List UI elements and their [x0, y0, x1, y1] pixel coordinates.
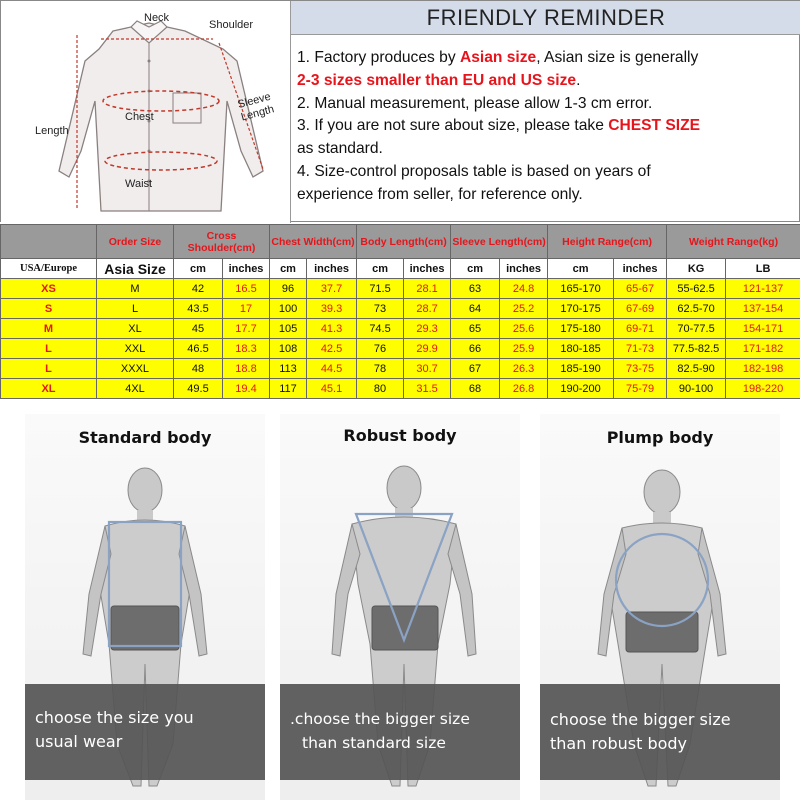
- table-header-row: [1, 225, 800, 259]
- cell-asia-size: XXXL: [97, 359, 174, 379]
- cell-length-cm: 78: [357, 359, 404, 379]
- cell-sleeve-in: 25.2: [500, 299, 548, 319]
- cell-height-in: 71-73: [614, 339, 667, 359]
- cell-height-in: 65-67: [614, 279, 667, 299]
- friendly-reminder: [291, 1, 800, 223]
- cell-sleeve-cm: 67: [451, 359, 500, 379]
- table-row: [1, 379, 800, 399]
- subheader-cm: cm: [174, 259, 223, 279]
- figure-left-arm: [332, 524, 360, 656]
- cell-sleeve-in: 26.3: [500, 359, 548, 379]
- cell-sleeve-in: 26.8: [500, 379, 548, 399]
- body-title: Robust body: [343, 426, 457, 445]
- cell-usa-size: XS: [1, 279, 97, 299]
- cell-height-cm: 190-200: [548, 379, 614, 399]
- cell-asia-size: M: [97, 279, 174, 299]
- header-cross-shoulder: Cross Shoulder(cm): [174, 225, 270, 259]
- body-title: Standard body: [78, 428, 212, 447]
- subheader-inches: inches: [500, 259, 548, 279]
- cell-asia-size: XL: [97, 319, 174, 339]
- cell-length-cm: 74.5: [357, 319, 404, 339]
- size-chart-table: [0, 224, 800, 399]
- cell-height-cm: 185-190: [548, 359, 614, 379]
- reminder-text: 3. If you are not sure about size, please take: [297, 117, 609, 135]
- subheader-lb: LB: [726, 259, 800, 279]
- top-section: [0, 0, 800, 222]
- cell-chest-cm: 96: [270, 279, 307, 299]
- table-row: [1, 299, 800, 319]
- cell-chest-cm: 108: [270, 339, 307, 359]
- cell-usa-size: M: [1, 319, 97, 339]
- reminder-line-1: [297, 47, 795, 70]
- cell-length-cm: 76: [357, 339, 404, 359]
- subheader-inches: inches: [404, 259, 451, 279]
- cell-shoulder-in: 17.7: [223, 319, 270, 339]
- subheader-asia-size: Asia Size: [97, 259, 174, 279]
- cell-height-in: 73-75: [614, 359, 667, 379]
- cell-chest-in: 37.7: [307, 279, 357, 299]
- caption-box: [280, 684, 520, 780]
- reminder-body: [291, 35, 800, 207]
- figure-right-arm: [448, 524, 476, 656]
- subheader-inches: inches: [614, 259, 667, 279]
- header-height-range: Height Range(cm): [548, 225, 667, 259]
- cell-length-cm: 73: [357, 299, 404, 319]
- reminder-highlight: CHEST SIZE: [608, 117, 701, 135]
- cell-chest-cm: 117: [270, 379, 307, 399]
- cell-usa-size: L: [1, 339, 97, 359]
- cell-shoulder-in: 19.4: [223, 379, 270, 399]
- cell-length-cm: 80: [357, 379, 404, 399]
- reminder-highlight: 2-3 sizes smaller than EU and US size: [297, 71, 577, 89]
- cell-sleeve-cm: 63: [451, 279, 500, 299]
- reminder-text: , Asian size is generally: [536, 49, 699, 66]
- caption-line: choose the bigger size: [550, 710, 731, 729]
- subheader-cm: cm: [451, 259, 500, 279]
- cell-chest-in: 41.3: [307, 319, 357, 339]
- cell-weight-lb: 198-220: [726, 379, 800, 399]
- cell-length-in: 30.7: [404, 359, 451, 379]
- reminder-text: 1. Factory produces by: [297, 49, 460, 66]
- body-panel-robust: [280, 414, 520, 800]
- reminder-highlight: Asian size: [459, 49, 537, 66]
- cell-weight-kg: 77.5-82.5: [667, 339, 726, 359]
- header-body-length: Body Length(cm): [357, 225, 451, 259]
- cell-height-in: 75-79: [614, 379, 667, 399]
- cell-length-in: 28.1: [404, 279, 451, 299]
- cell-usa-size: L: [1, 359, 97, 379]
- cell-chest-in: 42.5: [307, 339, 357, 359]
- figure-head: [387, 466, 421, 510]
- cell-weight-lb: 137-154: [726, 299, 800, 319]
- cell-weight-kg: 82.5-90: [667, 359, 726, 379]
- cell-shoulder-cm: 49.5: [174, 379, 223, 399]
- shirt-body: [59, 23, 263, 211]
- cell-height-cm: 165-170: [548, 279, 614, 299]
- label-neck: Neck: [144, 12, 170, 24]
- label-chest: Chest: [125, 111, 154, 123]
- cell-weight-kg: 70-77.5: [667, 319, 726, 339]
- body-panel-plump: [540, 414, 780, 800]
- cell-asia-size: XXL: [97, 339, 174, 359]
- subheader-cm: cm: [548, 259, 614, 279]
- cell-shoulder-cm: 43.5: [174, 299, 223, 319]
- subheader-usa-europe: USA/Europe: [1, 259, 97, 279]
- cell-length-cm: 71.5: [357, 279, 404, 299]
- cell-height-cm: 180-185: [548, 339, 614, 359]
- label-length: Length: [35, 125, 69, 137]
- figure-shorts: [111, 606, 179, 650]
- cell-chest-in: 44.5: [307, 359, 357, 379]
- figure-neck: [653, 512, 671, 524]
- cell-length-in: 29.9: [404, 339, 451, 359]
- cell-length-in: 31.5: [404, 379, 451, 399]
- header-chest-width: Chest Width(cm): [270, 225, 357, 259]
- cell-weight-lb: 121-137: [726, 279, 800, 299]
- label-waist: Waist: [125, 178, 153, 190]
- cell-weight-lb: 154-171: [726, 319, 800, 339]
- cell-sleeve-in: 25.6: [500, 319, 548, 339]
- cell-length-in: 28.7: [404, 299, 451, 319]
- cell-length-in: 29.3: [404, 319, 451, 339]
- cell-height-cm: 170-175: [548, 299, 614, 319]
- caption-box: [25, 684, 265, 780]
- header-blank-cell: [1, 225, 97, 259]
- cell-sleeve-cm: 66: [451, 339, 500, 359]
- subheader-inches: inches: [223, 259, 270, 279]
- body-title: Plump body: [606, 428, 714, 447]
- cell-weight-kg: 62.5-70: [667, 299, 726, 319]
- cell-shoulder-cm: 48: [174, 359, 223, 379]
- cell-chest-in: 39.3: [307, 299, 357, 319]
- body-panel-standard: [25, 414, 265, 800]
- cell-sleeve-cm: 65: [451, 319, 500, 339]
- subheader-kg: KG: [667, 259, 726, 279]
- caption-line: usual wear: [35, 732, 123, 751]
- cell-chest-cm: 113: [270, 359, 307, 379]
- table-row: [1, 279, 800, 299]
- cell-sleeve-cm: 68: [451, 379, 500, 399]
- reminder-line-5: as standard.: [297, 140, 383, 158]
- cell-weight-kg: 90-100: [667, 379, 726, 399]
- cell-shoulder-cm: 46.5: [174, 339, 223, 359]
- body-type-section: [0, 414, 800, 800]
- cell-shoulder-in: 18.3: [223, 339, 270, 359]
- caption-box: [540, 684, 780, 780]
- label-sleeve-length: Sleeve Length: [236, 90, 276, 124]
- reminder-line-3: 2. Manual measurement, please allow 1-3 cm error.: [297, 94, 653, 112]
- subheader-inches: inches: [307, 259, 357, 279]
- cell-weight-kg: 55-62.5: [667, 279, 726, 299]
- table-row: [1, 339, 800, 359]
- caption-line: choose the size you: [35, 708, 194, 727]
- table-row: [1, 319, 800, 339]
- reminder-title: FRIENDLY REMINDER: [291, 1, 800, 35]
- cell-chest-cm: 105: [270, 319, 307, 339]
- cell-shoulder-in: 17: [223, 299, 270, 319]
- cell-usa-size: S: [1, 299, 97, 319]
- cell-asia-size: L: [97, 299, 174, 319]
- cell-sleeve-in: 25.9: [500, 339, 548, 359]
- cell-sleeve-cm: 64: [451, 299, 500, 319]
- header-order-size: Order Size: [97, 225, 174, 259]
- cell-height-in: 69-71: [614, 319, 667, 339]
- cell-chest-in: 45.1: [307, 379, 357, 399]
- cell-sleeve-in: 24.8: [500, 279, 548, 299]
- cell-shoulder-in: 16.5: [223, 279, 270, 299]
- figure-head: [644, 470, 680, 514]
- table-subheader-row: [1, 259, 800, 279]
- shirt-measurement-diagram: [1, 1, 291, 223]
- cell-weight-lb: 182-198: [726, 359, 800, 379]
- cell-shoulder-cm: 45: [174, 319, 223, 339]
- caption-line: .choose the bigger size: [290, 710, 470, 728]
- figure-shorts: [372, 606, 438, 650]
- cell-height-cm: 175-180: [548, 319, 614, 339]
- cell-weight-lb: 171-182: [726, 339, 800, 359]
- figure-head: [128, 468, 162, 512]
- cell-chest-cm: 100: [270, 299, 307, 319]
- reminder-text: .: [576, 71, 581, 89]
- reminder-line-2: [297, 70, 795, 93]
- shirt-button: [148, 60, 151, 63]
- label-shoulder: Shoulder: [209, 19, 254, 31]
- subheader-cm: cm: [270, 259, 307, 279]
- table-row: [1, 359, 800, 379]
- reminder-line-6: 4. Size-control proposals table is based on years of: [297, 162, 651, 180]
- reminder-line-7: experience from seller, for reference only.: [297, 185, 583, 203]
- cell-asia-size: 4XL: [97, 379, 174, 399]
- caption-line: than standard size: [302, 734, 446, 752]
- header-sleeve-length: Sleeve Length(cm): [451, 225, 548, 259]
- cell-usa-size: XL: [1, 379, 97, 399]
- cell-shoulder-cm: 42: [174, 279, 223, 299]
- cell-shoulder-in: 18.8: [223, 359, 270, 379]
- cell-height-in: 67-69: [614, 299, 667, 319]
- reminder-line-4: [297, 115, 795, 138]
- header-weight-range: Weight Range(kg): [667, 225, 800, 259]
- caption-line: than robust body: [550, 734, 688, 753]
- subheader-cm: cm: [357, 259, 404, 279]
